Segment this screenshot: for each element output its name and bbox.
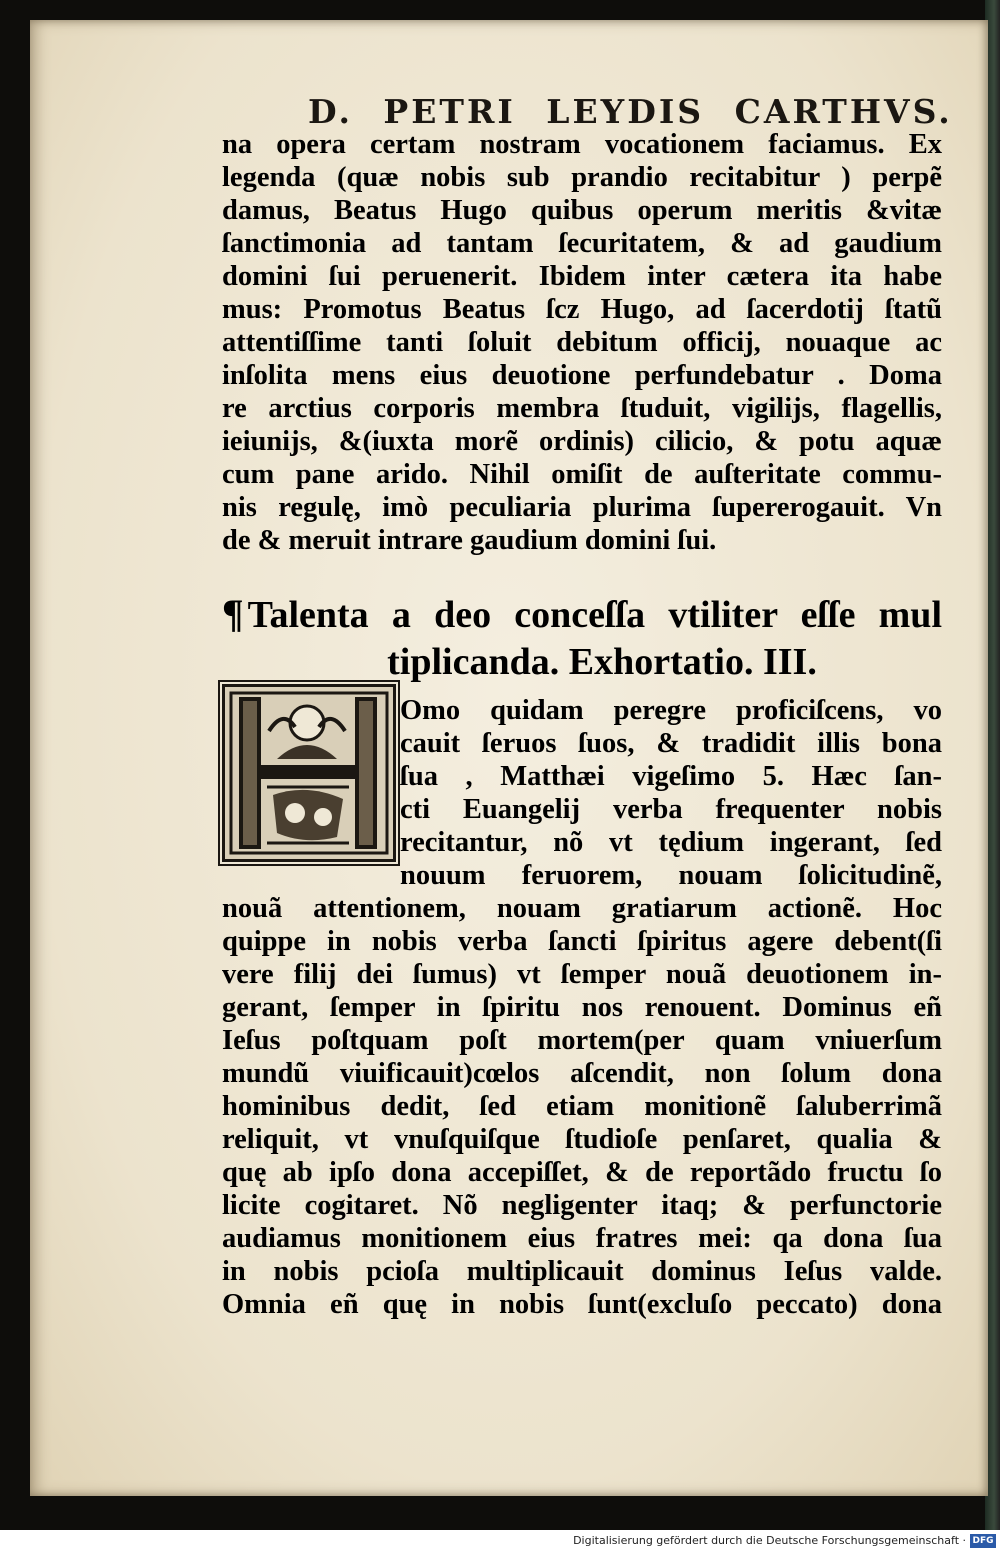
section-heading	[222, 590, 942, 686]
running-title: D. PETRI LEYDIS CARTHVS.	[308, 92, 953, 131]
text-line: ſua , Matthæi vigeſimo 5. Hæc ſan-	[400, 761, 942, 792]
text-line: ieiunijs, &(iuxta morẽ ordinis) cilicio, & potu aquæ	[222, 426, 942, 457]
text-line: Omo quidam peregre proficiſcens, vo	[400, 695, 942, 726]
text-line: damus, Beatus Hugo quibus operum meritis &vitæ	[222, 195, 942, 226]
text-line: licite cogitaret. Nõ negligenter itaq; & perfunctorie	[222, 1190, 942, 1221]
text-line: gerant, ſemper in ſpiritu nos renouent. Dominus eñ	[222, 992, 942, 1023]
text-line: legenda (quæ nobis sub prandio recitabitur ) perpẽ	[222, 162, 942, 193]
heading-line-2: tiplicanda. Exhortatio. III.	[387, 641, 817, 683]
text-line: mundũ viuificauit)cœlos aſcendit, non ſolum dona	[222, 1058, 942, 1089]
pilcrow-icon: ¶	[222, 591, 244, 636]
text-block-bottom	[222, 892, 942, 1321]
dfg-logo-icon: DFG	[970, 1534, 996, 1548]
text-line: na opera certam nostram vocationem faciamus. Ex	[222, 129, 942, 160]
text-line: cauit ſeruos ſuos, & tradidit illis bona	[400, 728, 942, 759]
text-line: audiamus monitionem eius fratres mei: qa dona ſua	[222, 1223, 942, 1254]
text-line: nouum feruorem, nouam ſolicitudinẽ,	[400, 860, 942, 891]
text-line: nouã attentionem, nouam gratiarum actionẽ. Hoc	[222, 893, 942, 924]
text-line: Ieſus poſtquam poſt mortem(per quam vniuerſum	[222, 1025, 942, 1056]
decorated-initial-h-icon	[222, 684, 396, 862]
text-line: quę ab ipſo dona accepiſſet, & de reportãdo fructu ſo	[222, 1157, 942, 1188]
heading-text-1: Talenta a deo conceſſa vtiliter eſſe mul	[247, 594, 942, 636]
text-line: inſolita mens eius deuotione perfundebatur . Doma	[222, 360, 942, 391]
text-line: vere filij dei ſumus) vt ſemper nouã deuotionem in-	[222, 959, 942, 990]
text-line: quippe in nobis verba ſancti ſpiritus agere debent(ſi	[222, 926, 942, 957]
text-line: domini ſui peruenerit. Ibidem inter cætera ita habe	[222, 261, 942, 292]
text-line: recitantur, nõ vt tędium ingerant, ſed	[400, 827, 942, 858]
heading-line-1	[222, 590, 942, 638]
text-line: mus: Promotus Beatus ſcz Hugo, ad ſacerdotij ſtatũ	[222, 294, 942, 325]
text-line: de & meruit intrare gaudium domini ſui.	[222, 525, 717, 556]
text-line: cum pane arido. Nihil omiſit de auſteritate commu-	[222, 459, 942, 490]
text-line: ſanctimonia ad tantam ſecuritatem, & ad gaudium	[222, 228, 942, 259]
text-line: cti Euangelij verba frequenter nobis	[400, 794, 942, 825]
text-line: Omnia eñ quę in nobis ſunt(excluſo peccato) dona	[222, 1289, 942, 1320]
text-line: nis regulę, imò peculiaria plurima ſupererogauit. Vn	[222, 492, 942, 523]
text-block-top	[222, 128, 942, 557]
text-line: in nobis pcioſa multiplicauit dominus Ieſus valde.	[222, 1256, 942, 1287]
text-block-beside-initial	[400, 694, 942, 892]
text-line: hominibus dedit, ſed etiam monitionẽ ſaluberrimã	[222, 1091, 942, 1122]
text-line: attentiſſime tanti ſoluit debitum officij, nouaque ac	[222, 327, 942, 358]
funding-notice: Digitalisierung gefördert durch die Deutsche Forschungsgemeinschaft ·	[573, 1534, 966, 1547]
text-line: re arctius corporis membra ſtuduit, vigilijs, flagellis,	[222, 393, 942, 424]
text-line: reliquit, vt vnuſquiſque ſtudioſe penſaret, qualia &	[222, 1124, 942, 1155]
footer-bar	[0, 1530, 1000, 1554]
